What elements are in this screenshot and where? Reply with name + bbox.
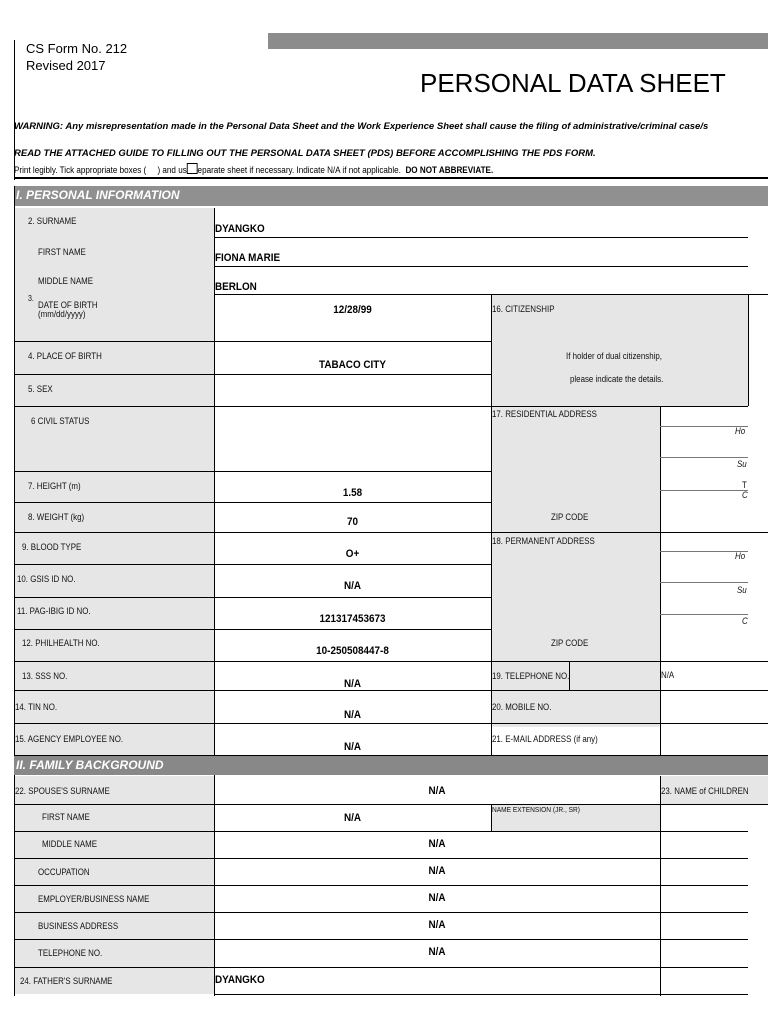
citizenship-label: 16. CITIZENSHIP (492, 304, 555, 314)
employer-label: EMPLOYER/BUSINESS NAME (38, 894, 150, 904)
grid-line (15, 661, 768, 662)
residential-address-label: 17. RESIDENTIAL ADDRESS (492, 409, 597, 419)
surname-label: 2. SURNAME (28, 216, 77, 226)
grid-line (15, 885, 748, 886)
value-bg-top (214, 208, 768, 294)
spouse-telephone-value[interactable]: N/A (428, 946, 446, 958)
address-hint: Ho (735, 426, 746, 436)
dual-citizenship-note: If holder of dual citizenship, (566, 351, 662, 361)
dob-value[interactable]: 12/28/99 (333, 304, 372, 316)
business-address-label: BUSINESS ADDRESS (38, 921, 119, 931)
section-title: I. PERSONAL INFORMATION (16, 188, 180, 202)
spouse-surname-value[interactable]: N/A (428, 785, 446, 797)
name-extension-label: NAME EXTENSION (JR., SR) (492, 805, 581, 814)
grid-line (660, 406, 661, 755)
height-label: 7. HEIGHT (m) (28, 481, 81, 491)
sss-label: 13. SSS NO. (22, 671, 68, 681)
form-revision: Revised 2017 (26, 58, 106, 73)
spouse-middle-name-value[interactable]: N/A (428, 838, 446, 850)
tel-value-bg (569, 661, 660, 690)
grid-line (15, 597, 491, 598)
children-label: 23. NAME of CHILDREN (661, 786, 749, 796)
spouse-middle-name-label: MIDDLE NAME (42, 839, 98, 849)
occupation-value[interactable]: N/A (428, 865, 446, 877)
telephone-value: N/A (661, 670, 675, 680)
weight-label: 8. WEIGHT (kg) (28, 512, 85, 522)
grid-line (15, 471, 491, 472)
read-guide-text: READ THE ATTACHED GUIDE TO FILLING OUT THE PERSONAL DATA SHEET (PDS) BEFORE ACCOMPLISHING THE PDS FORM. (14, 148, 596, 159)
blood-type-label: 9. BLOOD TYPE (22, 542, 82, 552)
agency-employee-label: 15. AGENCY EMPLOYEE NO. (15, 734, 124, 744)
header-top-bar (268, 33, 768, 49)
employer-value[interactable]: N/A (428, 892, 446, 904)
pagibig-value[interactable]: 121317453673 (319, 613, 386, 625)
pob-value[interactable]: TABACO CITY (319, 359, 386, 371)
grid-line (15, 804, 768, 805)
middle-name-value[interactable]: BERLON (215, 281, 257, 293)
address-hint: C (742, 616, 748, 626)
grid-line (15, 831, 748, 832)
spouse-first-name-label: FIRST NAME (42, 812, 90, 822)
middle-name-label: MIDDLE NAME (38, 276, 94, 286)
grid-line (214, 266, 748, 267)
surname-value[interactable]: DYANGKO (215, 223, 265, 235)
header-left-border (14, 40, 15, 180)
address-subline (660, 614, 748, 615)
philhealth-label: 12. PHILHEALTH NO. (22, 638, 100, 648)
header-divider (14, 177, 768, 179)
section-title: II. FAMILY BACKGROUND (16, 758, 164, 772)
grid-line (15, 341, 491, 342)
first-name-label: FIRST NAME (38, 247, 86, 257)
father-surname-value[interactable]: DYANGKO (215, 974, 265, 986)
address-hint: Ho (735, 551, 746, 561)
grid-line (214, 994, 748, 995)
permanent-address-label: 18. PERMANENT ADDRESS (492, 536, 595, 546)
weight-value[interactable]: 70 (346, 516, 359, 528)
address-subline (660, 457, 748, 458)
tin-label: 14. TIN NO. (15, 702, 58, 712)
tick-box[interactable] (187, 163, 198, 174)
pob-label: 4. PLACE OF BIRTH (28, 351, 102, 361)
address-hint: T (742, 480, 747, 490)
agency-employee-value[interactable]: N/A (343, 741, 362, 753)
pagibig-label: 11. PAG-IBIG ID NO. (17, 606, 91, 616)
address-subline (660, 582, 748, 583)
grid-line (214, 237, 748, 238)
mobile-label: 20. MOBILE NO. (492, 702, 552, 712)
address-hint: C (742, 490, 748, 500)
grid-line (15, 629, 491, 630)
email-label: 21. E-MAIL ADDRESS (if any) (492, 734, 598, 744)
page-title: PERSONAL DATA SHEET (420, 68, 726, 98)
grid-line (15, 690, 768, 691)
sex-label: 5. SEX (28, 384, 53, 394)
grid-line (15, 406, 748, 407)
grid-line (15, 564, 491, 565)
grid-line (15, 967, 748, 968)
grid-line (15, 912, 748, 913)
blood-type-value[interactable]: O+ (345, 548, 360, 560)
business-address-value[interactable]: N/A (428, 919, 446, 931)
value-bg-right (660, 406, 768, 755)
dob-label: DATE OF BIRTH (38, 300, 98, 310)
grid-line (748, 294, 749, 406)
grid-line (15, 532, 768, 533)
grid-line (15, 858, 748, 859)
grid-line (15, 502, 491, 503)
grid-line (214, 294, 768, 295)
zip-code-label-2: ZIP CODE (551, 638, 589, 648)
telephone-label: 19. TELEPHONE NO. (492, 671, 570, 681)
grid-line (660, 776, 661, 996)
grid-line (15, 374, 491, 375)
sss-value[interactable]: N/A (343, 678, 362, 690)
print-note: Print legibly. Tick appropriate boxes ( ) and us eparate sheet if necessary. Indicate N/A if not applicable. DO NOT ABBREVIATE. (14, 165, 494, 175)
form-number: CS Form No. 212 (26, 41, 128, 56)
philhealth-value[interactable]: 10-250508447-8 (316, 645, 389, 657)
civil-status-label: 6 CIVIL STATUS (31, 416, 90, 426)
gsis-value[interactable]: N/A (343, 580, 362, 592)
spouse-first-name-value[interactable]: N/A (343, 812, 362, 824)
spouse-surname-label: 22. SPOUSE'S SURNAME (15, 786, 110, 796)
grid-line (15, 939, 748, 940)
dob-number: 3. (28, 294, 34, 303)
height-value[interactable]: 1.58 (342, 487, 363, 499)
grid-line (214, 208, 215, 996)
grid-line (15, 723, 768, 724)
occupation-label: OCCUPATION (38, 867, 90, 877)
dob-format-label: (mm/dd/yyyy) (38, 309, 86, 319)
zip-code-label: ZIP CODE (551, 512, 589, 522)
address-hint: Su (737, 585, 747, 595)
spouse-telephone-label: TELEPHONE NO. (38, 948, 103, 958)
dual-citizenship-note: please indicate the details. (570, 374, 664, 384)
gsis-label: 10. GSIS ID NO. (17, 574, 76, 584)
warning-text: WARNING: Any misrepresentation made in the Personal Data Sheet and the Work Experience Sheet shall cause the filing of administrative/criminal case/s (14, 121, 709, 132)
address-hint: Su (737, 459, 747, 469)
father-surname-label: 24. FATHER'S SURNAME (20, 976, 113, 986)
first-name-value[interactable]: FIONA MARIE (215, 252, 281, 264)
tin-value[interactable]: N/A (343, 709, 362, 721)
grid-line (491, 294, 492, 755)
address-subline (660, 490, 748, 491)
